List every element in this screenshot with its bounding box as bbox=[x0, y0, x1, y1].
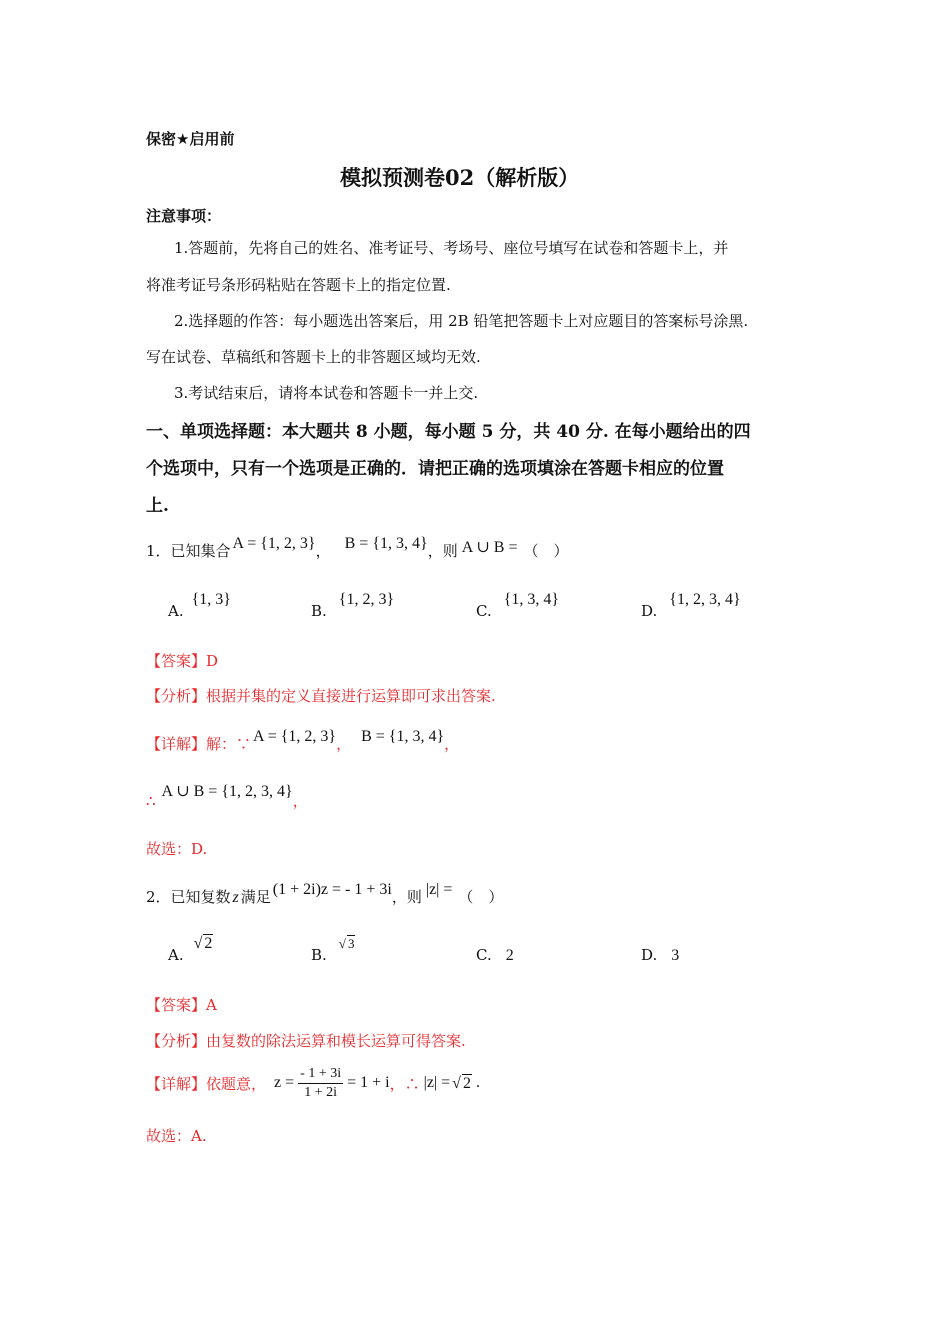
q1-detail-set-a: A = {1, 2, 3} bbox=[253, 728, 337, 745]
q1-option-b-value: {1, 2, 3} bbox=[338, 591, 395, 608]
q2-fraction-numerator: - 1 + 3i bbox=[298, 1065, 343, 1084]
q2-option-c bbox=[476, 946, 514, 965]
notice-item-2-line-1: 2.选择题的作答：每小题选出答案后，用 2B 铅笔把答题卡上对应题目的答案标号涂黑. bbox=[174, 312, 749, 330]
q2-prefix: 2．已知复数 bbox=[146, 888, 231, 906]
q1-detail-set-b: B = {1, 3, 4} bbox=[361, 728, 445, 745]
q2-abs-z: |z| = bbox=[423, 1074, 451, 1091]
q2-analysis bbox=[146, 1030, 466, 1051]
q2-answer-tag: 【答案】 bbox=[146, 996, 207, 1014]
q1-set-b: B = {1, 3, 4} bbox=[344, 535, 428, 552]
q2-option-b-radicand: 3 bbox=[347, 936, 355, 951]
q1-option-d bbox=[641, 591, 741, 621]
q2-sqrt-radicand: 2 bbox=[462, 1074, 471, 1092]
q1-analysis bbox=[146, 685, 496, 706]
q2-sqrt-result: √ 2 bbox=[452, 1074, 471, 1092]
q1-set-a: A = {1, 2, 3} bbox=[232, 535, 316, 552]
q1-option-a bbox=[168, 591, 231, 621]
q2-z-equals: z = bbox=[274, 1074, 295, 1091]
q2-option-a-radicand: 2 bbox=[204, 935, 213, 952]
q2-option-a-label: A. bbox=[168, 946, 184, 964]
q1-result-end: ， bbox=[292, 792, 308, 810]
therefore-icon: ∴ bbox=[146, 792, 156, 810]
page-title: 模拟预测卷02（解析版） bbox=[340, 165, 580, 190]
q2-detail-mid: ，∴ bbox=[389, 1074, 420, 1093]
q1-detail-end: ， bbox=[444, 735, 460, 753]
q2-option-a-value: √ 2 bbox=[193, 935, 213, 952]
q2-analysis-tag: 【分析】 bbox=[146, 1032, 207, 1050]
q2-detail-tag: 【详解】 bbox=[146, 1074, 207, 1093]
q2-option-a bbox=[168, 935, 213, 965]
q2-detail bbox=[146, 1062, 480, 1104]
q2-answer-blank: （ ） bbox=[458, 888, 504, 906]
q1-sep-1: ， bbox=[315, 542, 331, 560]
q2-choose: 故选：A. bbox=[146, 1127, 207, 1145]
notice-label: 注意事项： bbox=[146, 207, 222, 225]
q1-option-a-label: A. bbox=[168, 602, 184, 620]
q2-option-d-value: 3 bbox=[671, 947, 680, 964]
question-2 bbox=[146, 881, 504, 907]
q1-answer-blank: （ ） bbox=[523, 542, 569, 560]
confidential-label: 保密★启用前 bbox=[146, 130, 235, 148]
q2-option-d-label: D. bbox=[641, 946, 658, 964]
q1-expression: A ∪ B = bbox=[461, 539, 518, 556]
q2-condition: 满足 bbox=[240, 888, 271, 906]
q1-answer-tag: 【答案】 bbox=[146, 652, 207, 670]
q2-fraction bbox=[298, 1065, 343, 1102]
q2-answer bbox=[146, 994, 217, 1015]
q2-option-b-label: B. bbox=[311, 946, 327, 964]
q1-option-c bbox=[476, 591, 560, 621]
q2-option-c-value: 2 bbox=[505, 947, 514, 964]
q1-option-d-label: D. bbox=[641, 602, 658, 620]
section-heading-line-3: 上. bbox=[146, 496, 169, 516]
q1-answer-value: D bbox=[206, 652, 219, 670]
q1-option-b-label: B. bbox=[311, 602, 327, 620]
q2-detail-end: . bbox=[475, 1074, 480, 1091]
q1-result-expr: A ∪ B = {1, 2, 3, 4} bbox=[161, 783, 293, 800]
q1-result bbox=[146, 783, 308, 811]
section-heading-line-1: 一、单项选择题：本大题共 8 小题，每小题 5 分，共 40 分. 在每小题给出的四 bbox=[146, 422, 751, 442]
q2-variable: z bbox=[232, 889, 239, 906]
section-heading-line-2: 个选项中，只有一个选项是正确的．请把正确的选项填涂在答题卡相应的位置 bbox=[146, 459, 724, 479]
q1-detail-tag: 【详解】 bbox=[146, 735, 207, 753]
q2-fraction-denominator: 1 + 2i bbox=[304, 1084, 338, 1100]
q2-expression: |z| = bbox=[425, 881, 453, 898]
q2-analysis-text: 由复数的除法运算和模长运算可得答案. bbox=[206, 1032, 466, 1050]
notice-item-2-line-2: 写在试卷、草稿纸和答题卡上的非答题区域均无效. bbox=[146, 348, 481, 366]
q1-option-d-value: {1, 2, 3, 4} bbox=[669, 591, 741, 608]
q2-answer-value: A bbox=[206, 996, 217, 1014]
q2-detail-prefix: 依题意， bbox=[206, 1074, 267, 1093]
q1-option-b bbox=[311, 591, 395, 621]
q1-option-a-value: {1, 3} bbox=[191, 591, 231, 608]
notice-item-3: 3.考试结束后，请将本试卷和答题卡一并上交. bbox=[174, 384, 479, 402]
q2-option-b bbox=[311, 936, 355, 964]
q1-detail bbox=[146, 728, 460, 754]
q2-eq-result: = 1 + i bbox=[347, 1074, 390, 1091]
q2-option-b-value: √ 3 bbox=[338, 936, 355, 951]
q1-option-c-label: C. bbox=[476, 602, 492, 620]
q1-detail-prefix: 解：∵ bbox=[206, 735, 252, 753]
notice-item-1-line-2: 将准考证号条形码粘贴在答题卡上的指定位置. bbox=[146, 276, 451, 294]
q1-answer bbox=[146, 650, 218, 671]
q2-sep: ，则 bbox=[391, 888, 422, 906]
q1-analysis-tag: 【分析】 bbox=[146, 687, 207, 705]
q1-sep-2: ，则 bbox=[427, 542, 458, 560]
q1-analysis-text: 根据并集的定义直接进行运算即可求出答案. bbox=[206, 687, 496, 705]
q1-option-c-value: {1, 3, 4} bbox=[503, 591, 560, 608]
q1-choose: 故选：D. bbox=[146, 840, 208, 858]
notice-item-1-line-1: 1.答题前，先将自己的姓名、准考证号、考场号、座位号填写在试卷和答题卡上，并 bbox=[174, 239, 729, 257]
q2-option-c-label: C. bbox=[476, 946, 492, 964]
q1-prefix: 1．已知集合 bbox=[146, 542, 231, 560]
q1-detail-sep: ， bbox=[336, 735, 352, 753]
q2-option-d bbox=[641, 946, 679, 965]
question-1 bbox=[146, 535, 569, 561]
q2-equation: (1 + 2i)z = - 1 + 3i bbox=[272, 881, 392, 898]
